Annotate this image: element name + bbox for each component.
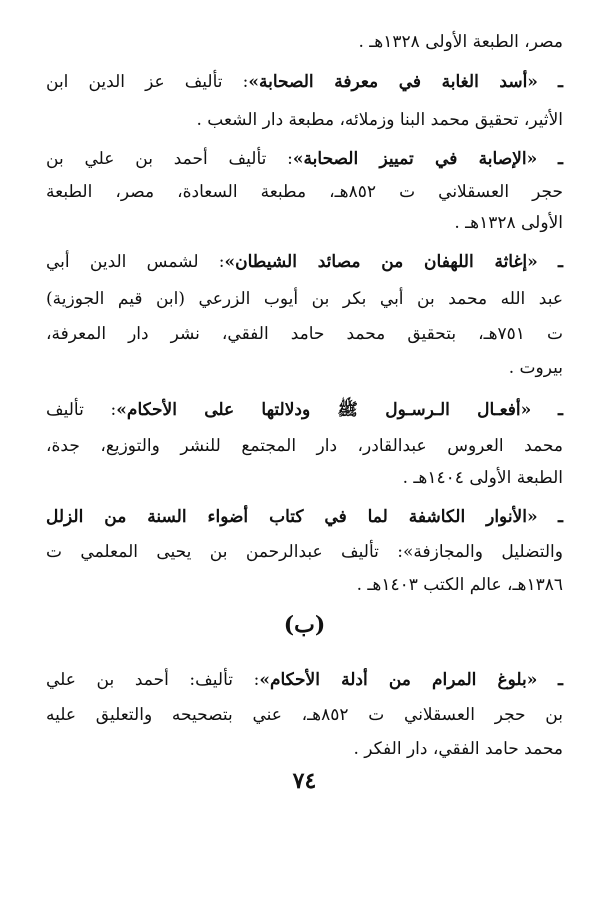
book-title: «بلوغ المرام من أدلة الأحكام» [259,670,538,690]
bibliography-entry-first-line: ـ «الإصابة في تمييز الصحابة»: تأليف أحمد بن علي بن [46,149,564,169]
text-line: ت ٧٥١هـ، بتحقيق محمد حامد الفقي، نشر دار المعرفة، [46,324,563,344]
text-line: ١٣٨٦هـ، عالم الكتب ١٤٠٣هـ . [356,575,563,595]
bibliography-entry-first-line: ـ «أفعـال الـرسـول ﷺ ودلالتها على الأحكام»: تأليف [46,400,564,420]
text-line: والتضليل والمجازفة»: تأليف عبدالرحمن بن يحيى المعلمي ت [46,542,563,562]
text-line: محمد حامد الفقي، دار الفكر . [353,739,563,759]
text-line: حجر العسقلاني ت ٨٥٢هـ، مطبعة السعادة، مصر، الطبعة [46,182,563,202]
text-line: بن حجر العسقلاني ت ٨٥٢هـ، عني بتصحيحه والتعليق عليه [46,705,563,725]
page-number: ٧٤ [292,768,317,794]
text-line: محمد العروس عبدالقادر، دار المجتمع للنشر والتوزيع، جدة، [46,436,563,456]
text-line: الأثير، تحقيق محمد البنا وزملائه، مطبعة دار الشعب . [196,110,563,130]
book-title: «إغاثة اللهفان من مصائد الشيطان» [224,252,538,272]
book-title: «الأنوار الكاشفة لما في كتاب أضواء السنة من الزلل [46,507,538,527]
text-line: بيروت . [508,358,563,378]
book-title: «الإصابة في تمييز الصحابة» [292,149,538,169]
text-line: مصر، الطبعة الأولى ١٣٢٨هـ . [358,32,563,52]
bibliography-entry-first-line: ـ «أسد الغابة في معرفة الصحابة»: تأليف عز الدين ابن [46,72,563,92]
bibliography-entry-first-line: ـ «الأنوار الكاشفة لما في كتاب أضواء السنة من الزلل [46,507,563,527]
book-title: «أفعـال الـرسـول ﷺ ودلالتها على الأحكام» [116,400,532,420]
text-line: الأولى ١٣٢٨هـ . [454,213,563,233]
bibliography-entry-first-line: ـ «بلوغ المرام من أدلة الأحكام»: تأليف: أحمد بن علي [46,670,563,690]
section-heading: (ب) [283,612,326,638]
book-title: «أسد الغابة في معرفة الصحابة» [248,72,538,92]
bibliography-entry-first-line: ـ «إغاثة اللهفان من مصائد الشيطان»: لشمس الدين أبي [46,252,563,272]
text-line: الطبعة الأولى ١٤٠٤هـ . [402,468,563,488]
text-line: عبد الله محمد بن أبي بكر بن أيوب الزرعي (ابن قيم الجوزية) [46,289,563,309]
